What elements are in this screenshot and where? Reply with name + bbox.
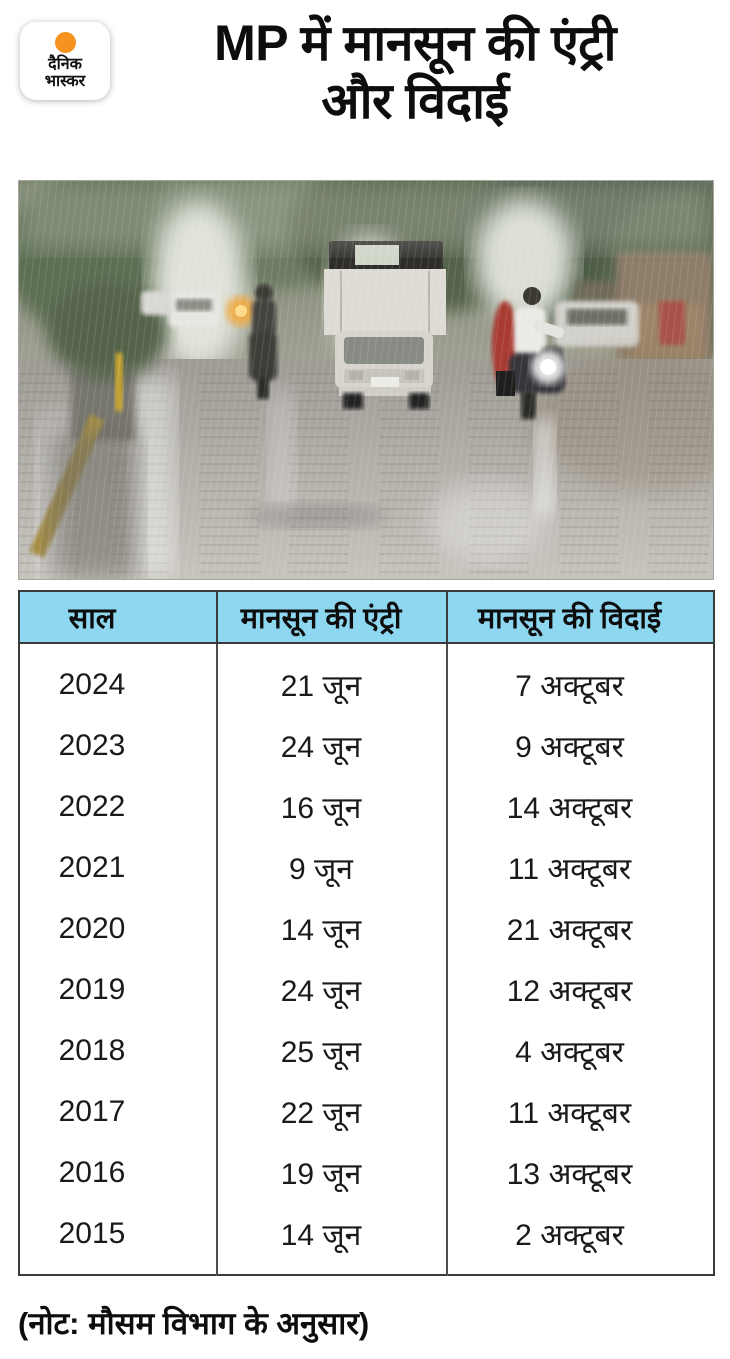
page-title — [112, 0, 718, 130]
entry-cell: 22 जून — [217, 1081, 447, 1142]
page-title-line2: और विदाई — [321, 73, 509, 129]
source-note: (नोट: मौसम विभाग के अनुसार) — [18, 1306, 370, 1341]
entry-cell: 21 जून — [217, 643, 447, 715]
table-row — [19, 1020, 714, 1081]
sun-icon — [55, 32, 76, 53]
table-row — [19, 1142, 714, 1203]
table-row — [19, 1203, 714, 1275]
col-header-entry: मानसून की एंट्री — [217, 591, 447, 643]
table-header-row — [19, 591, 714, 643]
logo-text-line1: दैनिक — [48, 56, 82, 73]
exit-cell: 12 अक्टूबर — [447, 959, 714, 1020]
year-cell: 2020 — [58, 911, 126, 945]
entry-cell: 24 जून — [217, 715, 447, 776]
dainik-bhaskar-logo — [20, 22, 110, 100]
exit-cell: 7 अक्टूबर — [447, 643, 714, 715]
table-row — [19, 837, 714, 898]
year-cell: 2023 — [58, 728, 126, 762]
exit-cell: 13 अक्टूबर — [447, 1142, 714, 1203]
col-header-exit: मानसून की विदाई — [447, 591, 714, 643]
table-row — [19, 776, 714, 837]
exit-cell: 14 अक्टूबर — [447, 776, 714, 837]
table-row — [19, 1081, 714, 1142]
entry-cell: 14 जून — [217, 1203, 447, 1275]
rain-scene-illustration — [19, 181, 713, 579]
entry-cell: 25 जून — [217, 1020, 447, 1081]
year-cell: 2015 — [58, 1216, 126, 1250]
header — [0, 0, 730, 180]
year-cell: 2022 — [58, 789, 126, 823]
year-cell: 2016 — [58, 1155, 126, 1189]
exit-cell: 11 अक्टूबर — [447, 837, 714, 898]
entry-cell: 24 जून — [217, 959, 447, 1020]
entry-cell: 19 जून — [217, 1142, 447, 1203]
entry-cell: 14 जून — [217, 898, 447, 959]
table-row — [19, 898, 714, 959]
table-row — [19, 959, 714, 1020]
exit-cell: 11 अक्टूबर — [447, 1081, 714, 1142]
year-cell: 2017 — [58, 1094, 126, 1128]
exit-cell: 21 अक्टूबर — [447, 898, 714, 959]
exit-cell: 9 अक्टूबर — [447, 715, 714, 776]
page-title-line1: MP में मानसून की एंट्री — [214, 15, 616, 71]
entry-cell: 9 जून — [217, 837, 447, 898]
exit-cell: 4 अक्टूबर — [447, 1020, 714, 1081]
year-cell: 2019 — [58, 972, 126, 1006]
monsoon-dates-table — [18, 590, 715, 1276]
exit-cell: 2 अक्टूबर — [447, 1203, 714, 1275]
entry-cell: 16 जून — [217, 776, 447, 837]
year-cell: 2021 — [58, 850, 126, 884]
col-header-year: साल — [19, 591, 217, 643]
logo-text-line2: भास्कर — [44, 73, 86, 90]
year-cell: 2018 — [58, 1033, 126, 1067]
table-row — [19, 715, 714, 776]
year-cell: 2024 — [58, 667, 126, 701]
table-row — [19, 643, 714, 715]
monsoon-rain-photo — [18, 180, 714, 580]
